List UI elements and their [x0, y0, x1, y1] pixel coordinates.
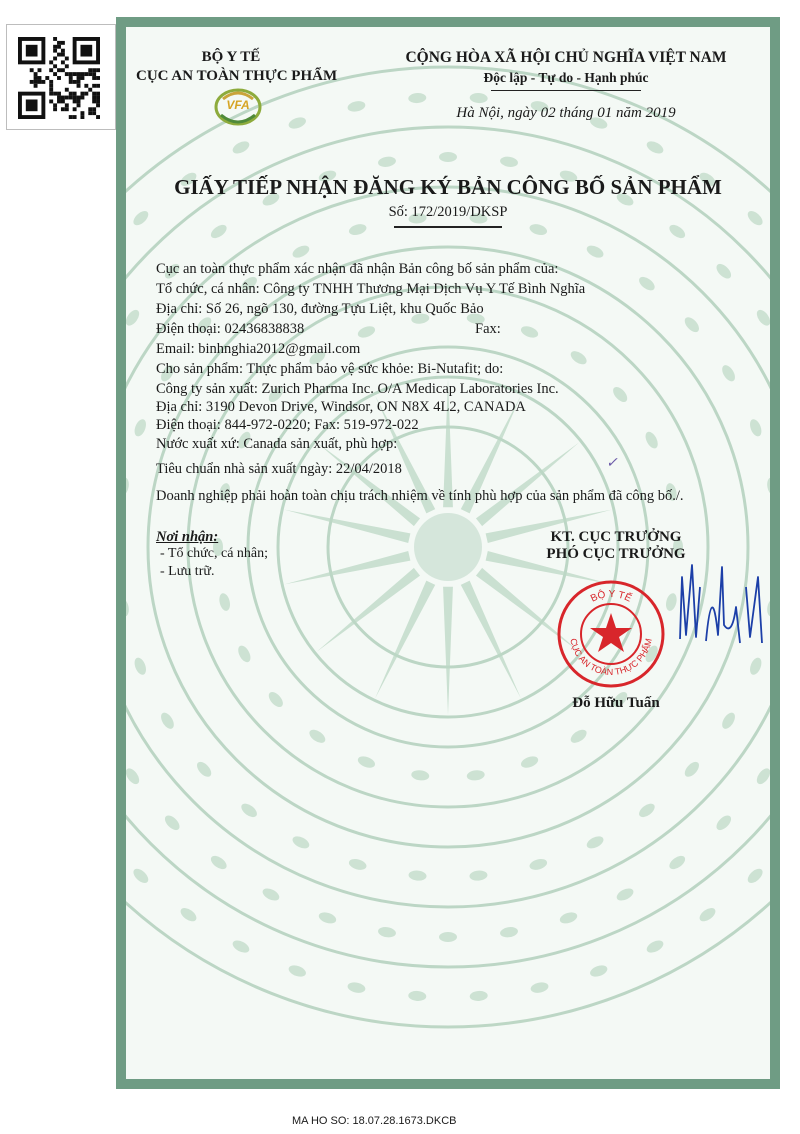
handwritten-signature — [666, 547, 766, 647]
manufacturer-address-line: Địa chỉ: 3190 Devon Drive, Windsor, ON N8X 4L2, CANADA — [156, 399, 526, 415]
qr-code — [6, 24, 116, 130]
recipients-label: Nơi nhận: — [156, 529, 219, 545]
product-line: Cho sản phẩm: Thực phẩm bảo vệ sức khỏe: Bi-Nutafit; do: — [156, 361, 504, 377]
certificate-border — [116, 17, 780, 1089]
title-underline — [394, 226, 502, 228]
origin-line: Nước xuất xứ: Canada sản xuất, phù hợp: — [156, 436, 398, 452]
issue-date: Hà Nội, ngày 02 tháng 01 năm 2019 — [456, 105, 676, 121]
address-line: Địa chỉ: Số 26, ngõ 130, đường Tựu Liệt, khu Quốc Bảo — [156, 301, 484, 317]
manufacturer-line: Công ty sản xuất: Zurich Pharma Inc. O/A Medicap Laboratories Inc. — [156, 381, 559, 397]
responsibility-line: Doanh nghiệp phải hoàn toàn chịu trách nhiệm về tính phù hợp của sản phẩm đã công bố./. — [156, 488, 684, 504]
stamp-bottom-text: CỤC AN TOÀN THỰC PHẨM — [568, 637, 654, 678]
official-stamp — [556, 579, 666, 689]
national-motto: Độc lập - Tự do - Hạnh phúc — [483, 70, 649, 85]
svg-text:CỤC AN TOÀN THỰC PHẨM — [568, 637, 654, 677]
recipient-item: - Lưu trữ. — [160, 564, 215, 579]
document-number: Số: 172/2019/DKSP — [388, 204, 508, 220]
check-mark-icon: ✓ — [606, 456, 618, 471]
recipient-item: - Tổ chức, cá nhân; — [160, 546, 269, 561]
signer-subtitle: PHÓ CỤC TRƯỞNG — [546, 546, 686, 562]
fax-line: Fax: — [475, 321, 501, 337]
document-title: GIẤY TIẾP NHẬN ĐĂNG KÝ BẢN CÔNG BỐ SẢN PHẨM — [174, 175, 722, 199]
qr-code-icon — [17, 37, 101, 119]
email-line: Email: binhnghia2012@gmail.com — [156, 341, 361, 357]
signer-name: Đỗ Hữu Tuấn — [572, 695, 660, 711]
signer-title: KT. CỤC TRƯỞNG — [550, 529, 682, 545]
logo-text: VFA — [226, 98, 250, 112]
svg-text:BỘ Y TẾ — [589, 587, 634, 604]
manufacturer-phone-line: Điện thoại: 844-972-0220; Fax: 519-972-022 — [156, 417, 419, 433]
country-name: CỘNG HÒA XÃ HỘI CHỦ NGHĨA VIỆT NAM — [405, 49, 727, 66]
vfa-logo — [213, 85, 263, 127]
department-name: CỤC AN TOÀN THỰC PHẨM — [136, 68, 338, 84]
standard-line: Tiêu chuẩn nhà sản xuất ngày: 22/04/2018 — [156, 461, 402, 477]
phone-line: Điện thoại: 02436838838 — [156, 321, 305, 337]
motto-underline — [491, 90, 641, 91]
dossier-code: MA HO SO: 18.07.28.1673.DKCB — [292, 1115, 457, 1127]
organization-line: Tổ chức, cá nhân: Công ty TNHH Thương Mại Dịch Vụ Y Tế Bình Nghĩa — [156, 281, 586, 297]
intro-line: Cục an toàn thực phẩm xác nhận đã nhận Bản công bố sản phẩm của: — [156, 261, 559, 277]
certificate-paper — [126, 27, 770, 1079]
ministry-name: BỘ Y TẾ — [201, 49, 261, 65]
stamp-top-text: BỘ Y TẾ — [588, 588, 634, 605]
